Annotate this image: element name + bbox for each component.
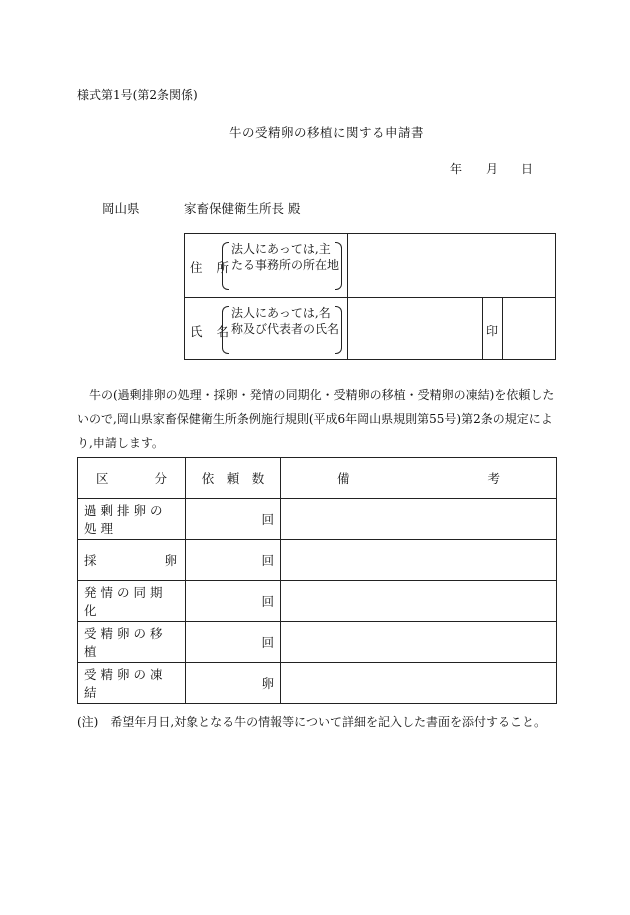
date-year: 年 <box>450 162 463 176</box>
header-remarks-a: 備 <box>337 471 350 486</box>
applicant-label-divider <box>347 234 348 359</box>
row-category <box>78 540 186 581</box>
header-category-a: 区 <box>96 471 109 486</box>
row-category: 受精卵の凍結 <box>78 663 186 704</box>
row-count-input[interactable] <box>186 581 281 622</box>
seal-right-divider <box>502 298 503 359</box>
form-number-label: 様式第1号(第2条関係) <box>77 88 198 102</box>
table-row <box>78 499 557 540</box>
seal-mark: 印 <box>486 324 499 338</box>
addressee-honorific: 殿 <box>288 201 301 216</box>
address-note: 法人にあっては,主たる事務所の所在地 <box>231 242 340 272</box>
name-label: 氏 名 <box>190 324 234 339</box>
row-unit: 回 <box>261 594 274 609</box>
seal-left-divider <box>482 298 483 359</box>
name-input[interactable] <box>349 299 481 359</box>
address-note-bracket-right <box>335 242 342 290</box>
applicant-divider <box>185 297 555 298</box>
address-label: 住 所 <box>190 260 234 275</box>
request-statement: 牛の(過剰排卵の処理・採卵・発情の同期化・受精卵の移植・受精卵の凍結)を依頼したいので,岡山県家畜保健衛生所条例施行規則(平成6年岡山県規則第55号)第2条の規定により,申請します。 <box>77 388 555 450</box>
footnote: (注) 希望年月日,対象となる牛の情報等について詳細を記入した書面を添付すること。 <box>77 715 546 729</box>
row-count-input[interactable] <box>186 663 281 704</box>
row-category-start: 採 <box>84 553 97 568</box>
address-input[interactable] <box>349 235 554 295</box>
row-remarks-input[interactable] <box>281 581 557 622</box>
applicant-box <box>184 233 556 360</box>
header-remarks-b: 考 <box>487 471 500 486</box>
row-remarks-input[interactable] <box>281 663 557 704</box>
row-unit: 回 <box>261 512 274 527</box>
name-note-bracket-right <box>335 306 342 354</box>
table-row <box>78 663 557 704</box>
table-header-row <box>78 458 557 499</box>
row-count-input[interactable] <box>186 499 281 540</box>
table-row <box>78 622 557 663</box>
header-count: 依 頼 数 <box>186 458 281 499</box>
date-day: 日 <box>521 162 534 176</box>
addressee-prefecture: 岡山県 <box>102 201 140 216</box>
row-remarks-input[interactable] <box>281 540 557 581</box>
row-category: 過剰排卵の処理 <box>78 499 186 540</box>
table-row <box>78 540 557 581</box>
row-category: 発情の同期化 <box>78 581 186 622</box>
header-remarks <box>281 458 557 499</box>
address-note-bracket-left <box>222 242 229 290</box>
row-count-input[interactable] <box>186 540 281 581</box>
header-category-b: 分 <box>154 471 167 486</box>
name-note-bracket-left <box>222 306 229 354</box>
row-category-end: 卵 <box>164 553 177 568</box>
table-row <box>78 581 557 622</box>
request-table <box>77 457 557 704</box>
name-note: 法人にあっては,名称及び代表者の氏名 <box>231 306 340 336</box>
row-category: 受精卵の移植 <box>78 622 186 663</box>
date-month: 月 <box>486 162 499 176</box>
row-remarks-input[interactable] <box>281 499 557 540</box>
row-remarks-input[interactable] <box>281 622 557 663</box>
header-category <box>78 458 186 499</box>
document-title: 牛の受精卵の移植に関する申請書 <box>229 125 425 140</box>
row-count-input[interactable] <box>186 622 281 663</box>
addressee-office: 家畜保健衛生所長 <box>184 201 285 216</box>
row-unit: 回 <box>261 553 274 568</box>
row-unit: 回 <box>261 635 274 650</box>
row-unit: 卵 <box>261 676 274 691</box>
